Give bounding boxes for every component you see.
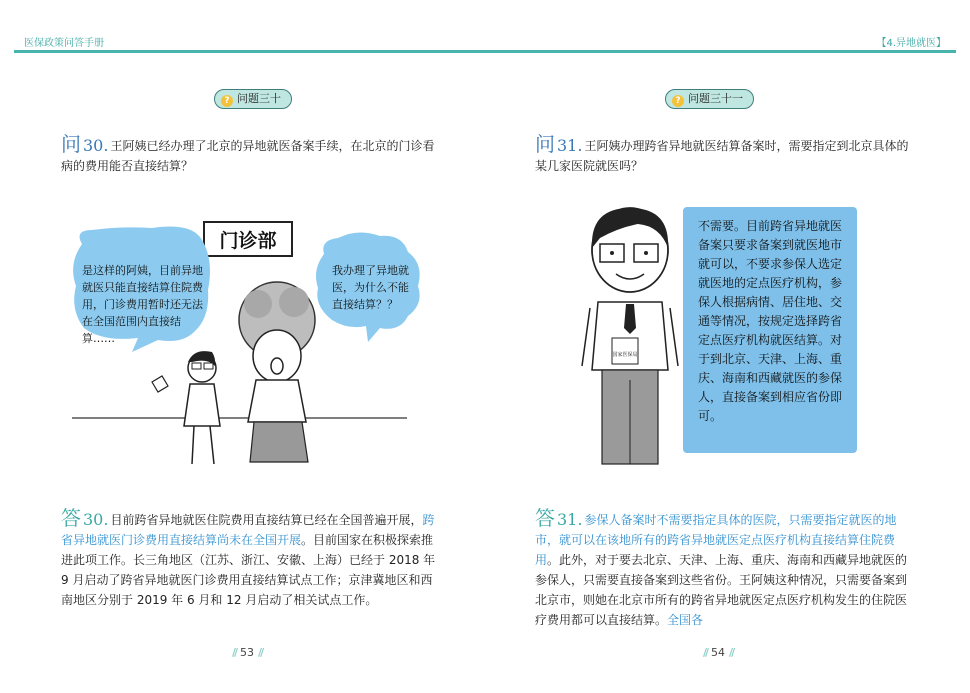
answer-highlight: 跨省异地就医门诊费用直接结算尚未在全国开展 bbox=[61, 513, 435, 547]
question-text: 王阿姨已经办理了北京的异地就医备案手续，在北京的门诊看病的费用能否直接结算？ bbox=[61, 139, 435, 173]
question-text: 王阿姨办理跨省异地就医结算备案时，需要指定到北京具体的某几家医院就医吗？ bbox=[535, 139, 909, 173]
answer-30 bbox=[61, 508, 439, 610]
answer-highlight-2: 全国各 bbox=[667, 613, 704, 627]
official-figure bbox=[582, 208, 678, 464]
badge-tag-text: 国家医保局 bbox=[612, 352, 638, 358]
chapter-label: 【4.异地就医】 bbox=[876, 38, 946, 49]
answer-number: 30. bbox=[83, 510, 109, 529]
official-cartoon bbox=[578, 198, 682, 470]
answer-mark: 答 bbox=[535, 506, 555, 530]
answer-mark: 答 bbox=[61, 506, 81, 530]
page-number-text: 53 bbox=[240, 646, 255, 659]
answer-text: 。此外，对于要去北京、天津、上海、重庆、海南和西藏异地就医的参保人，只需要直接备案到这些省份。王阿姨这种情况，只需要备案到北京市，则她在北京市所有的跨省异地就医定点医疗机构发生的住院医疗费用都可以直接结算。 bbox=[535, 553, 908, 627]
page-number-53: // 53 // bbox=[232, 646, 263, 659]
page-number-text: 54 bbox=[711, 646, 726, 659]
question-31 bbox=[535, 134, 911, 176]
callout-text: 不需要。目前跨省异地就医备案只要求备案到就医地市就可以，不要求参保人选定就医地的定点医疗机构，参保人根据病情、居住地、交通等情况，按规定选择跨省定点医疗机构就医结算。对于到北京、天津、上海、重庆、海南和西藏就医的参保人，直接备案到相应省份即可。 bbox=[698, 219, 843, 423]
answer-number: 31. bbox=[557, 510, 583, 529]
staff-figure bbox=[152, 351, 220, 464]
answer-text-1: 目前跨省异地就医住院费用直接结算已经在全国普遍开展， bbox=[110, 513, 423, 527]
question-mark: 问 bbox=[61, 132, 81, 156]
question-icon: ? bbox=[672, 95, 684, 107]
left-bubble-text: 是这样的阿姨，目前异地就医只能直接结算住院费用，门诊费用暂时还无法在全国范围内直接结算…… bbox=[82, 264, 203, 345]
question-30 bbox=[61, 134, 441, 176]
page-number-54: // 54 // bbox=[703, 646, 734, 659]
badge-label: 问题三十一 bbox=[688, 92, 743, 105]
answer-31 bbox=[535, 508, 911, 630]
wang-figure bbox=[239, 282, 315, 462]
question-number: 30. bbox=[83, 136, 109, 155]
book-title: 医保政策问答手册 bbox=[24, 38, 104, 49]
question-badge-31 bbox=[665, 89, 754, 109]
answer-highlight-1: 参保人备案时不需要指定具体的医院，只需要指定就医的地市，就可以在该地所有的跨省异地就医定点医疗机构直接结算住院费用 bbox=[535, 513, 897, 567]
right-bubble-text: 我办理了异地就医，为什么不能直接结算？？ bbox=[332, 264, 409, 311]
question-icon: ? bbox=[221, 95, 233, 107]
header-rule bbox=[14, 50, 956, 53]
question-mark: 问 bbox=[535, 132, 555, 156]
question-number: 31. bbox=[557, 136, 583, 155]
badge-label: 问题三十 bbox=[237, 92, 281, 105]
sign-text: 门诊部 bbox=[219, 230, 277, 252]
question-badge-30 bbox=[214, 89, 292, 109]
answer-text-2: 。目前国家在积极探索推进此项工作。长三角地区（江苏、浙江、安徽、上海）已经于 2018 年 9 月启动了跨省异地就医门诊费用直接结算试点工作；京津冀地区和西南地区分别于 2019 年 6 月和 12 月启动了相关试点工作。 bbox=[61, 533, 436, 607]
